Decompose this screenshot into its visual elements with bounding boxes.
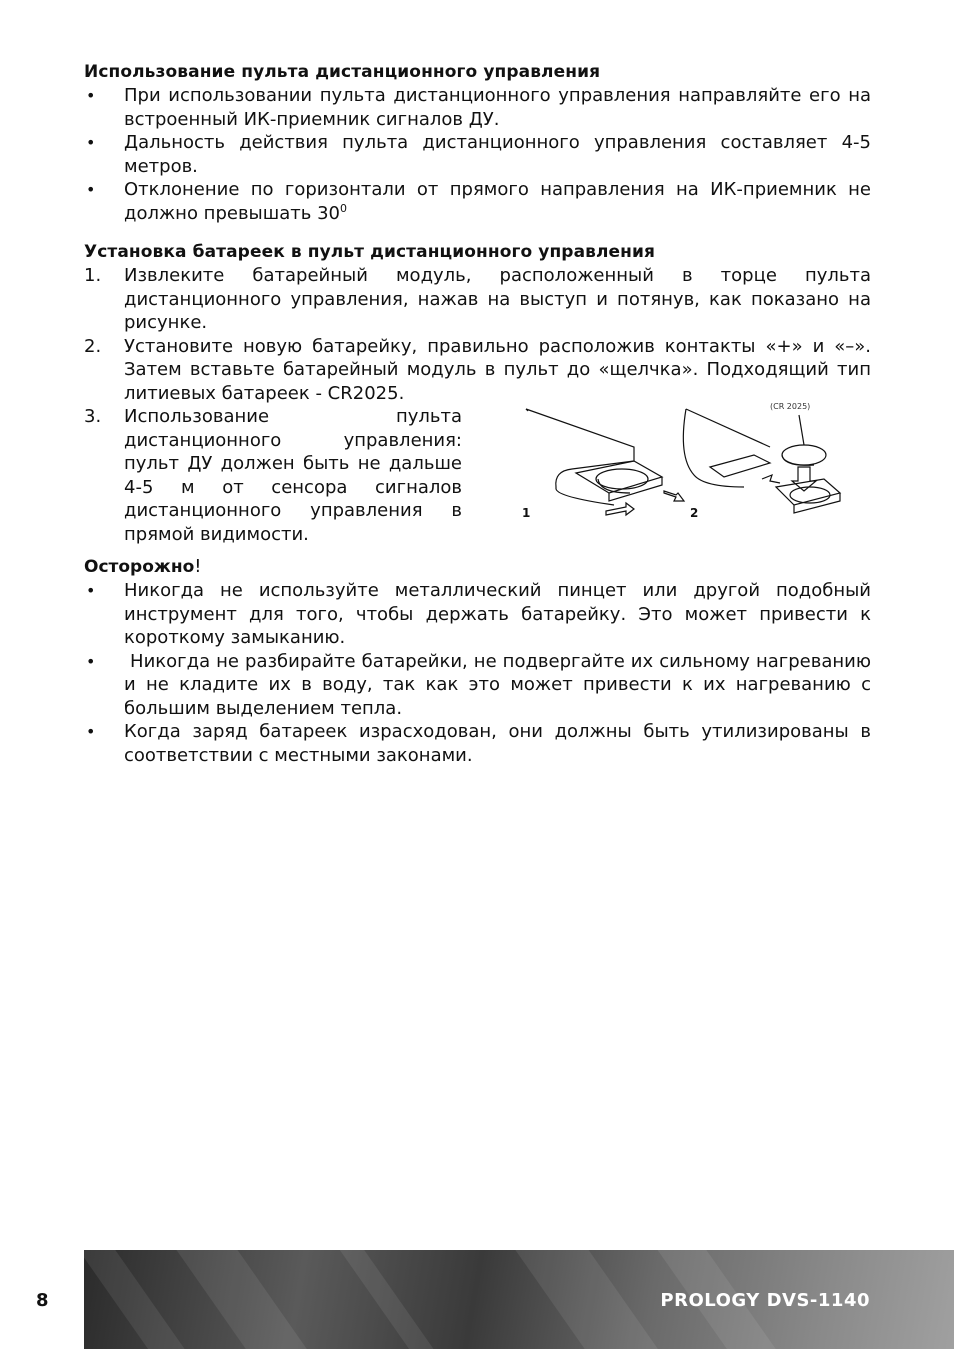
step-number: 1. <box>84 265 102 286</box>
warning-title: Осторожно! <box>84 556 202 577</box>
list-item: • Отклонение по горизонтали от прямого направления на ИК-приемник не должно превышать $30^0$ <box>86 179 871 224</box>
list-item: 2. Установите новую батарейку, правильно расположив контакты «+» и «–». Затем вставьте батарейный модуль в пульт до «щелчка». Подходящий тип литиевых батареек - CR2025. <box>84 335 871 404</box>
page-content <box>84 60 877 767</box>
page-number: 8 <box>36 1290 49 1311</box>
list-item <box>84 402 871 555</box>
degree-mark: 0 <box>340 201 347 215</box>
figure-label-2: 2 <box>690 506 699 520</box>
list-item: • Дальность действия пульта дистанционного управления составляет 4-5 метров. <box>86 132 871 177</box>
step-number: 2. <box>84 335 102 357</box>
battery-type-label: (CR 2025) <box>770 402 811 411</box>
section-title-remote-usage: Использование пульта дистанционного управления <box>84 62 601 82</box>
warning-list <box>84 579 877 767</box>
bullet-icon: • <box>86 722 96 741</box>
figure-label-1: 1 <box>522 506 531 520</box>
bullet-icon: • <box>86 133 96 152</box>
list-item: • Когда заряд батареек израсходован, они должны быть утилизированы в соответствии с местными законами. <box>86 721 871 766</box>
remote-usage-list <box>84 84 871 225</box>
bullet-icon: • <box>86 581 96 600</box>
list-item: • Никогда не используйте металлический пинцет или другой подобный инструмент для того, чтобы держать батарейку. Это может привести к короткому замыканию. <box>86 580 871 648</box>
bullet-icon: • <box>86 651 96 671</box>
list-item: • При использовании пульта дистанционного управления направляйте его на встроенный ИК-приемник сигналов ДУ. <box>86 85 871 130</box>
brand-model: PROLOGY DVS-1140 <box>660 1290 870 1311</box>
battery-install-figure <box>514 397 854 527</box>
list-item: 1. Извлеките батарейный модуль, расположенный в торце пульта дистанционного управления, нажав на выступ и потянув, как показано на рисунке. <box>84 265 871 333</box>
step-number: 3. <box>84 406 102 427</box>
battery-steps-list <box>84 264 871 555</box>
step3-text: Использование пульта дистанционного управления: пульт ДУ должен быть не дальше 4-5 м от сенсора сигналов дистанционного управления в прямой видимости. <box>124 406 462 545</box>
bullet-icon: • <box>86 180 96 199</box>
bullet-icon: • <box>86 86 96 105</box>
section-title-battery-install: Установка батареек в пульт дистанционного управления <box>84 242 656 262</box>
list-item: • Никогда не разбирайте батарейки, не подвергайте их сильному нагреванию и не кладите их в воду, так как это может привести к их нагреванию с большим выделением тепла. <box>86 650 877 719</box>
